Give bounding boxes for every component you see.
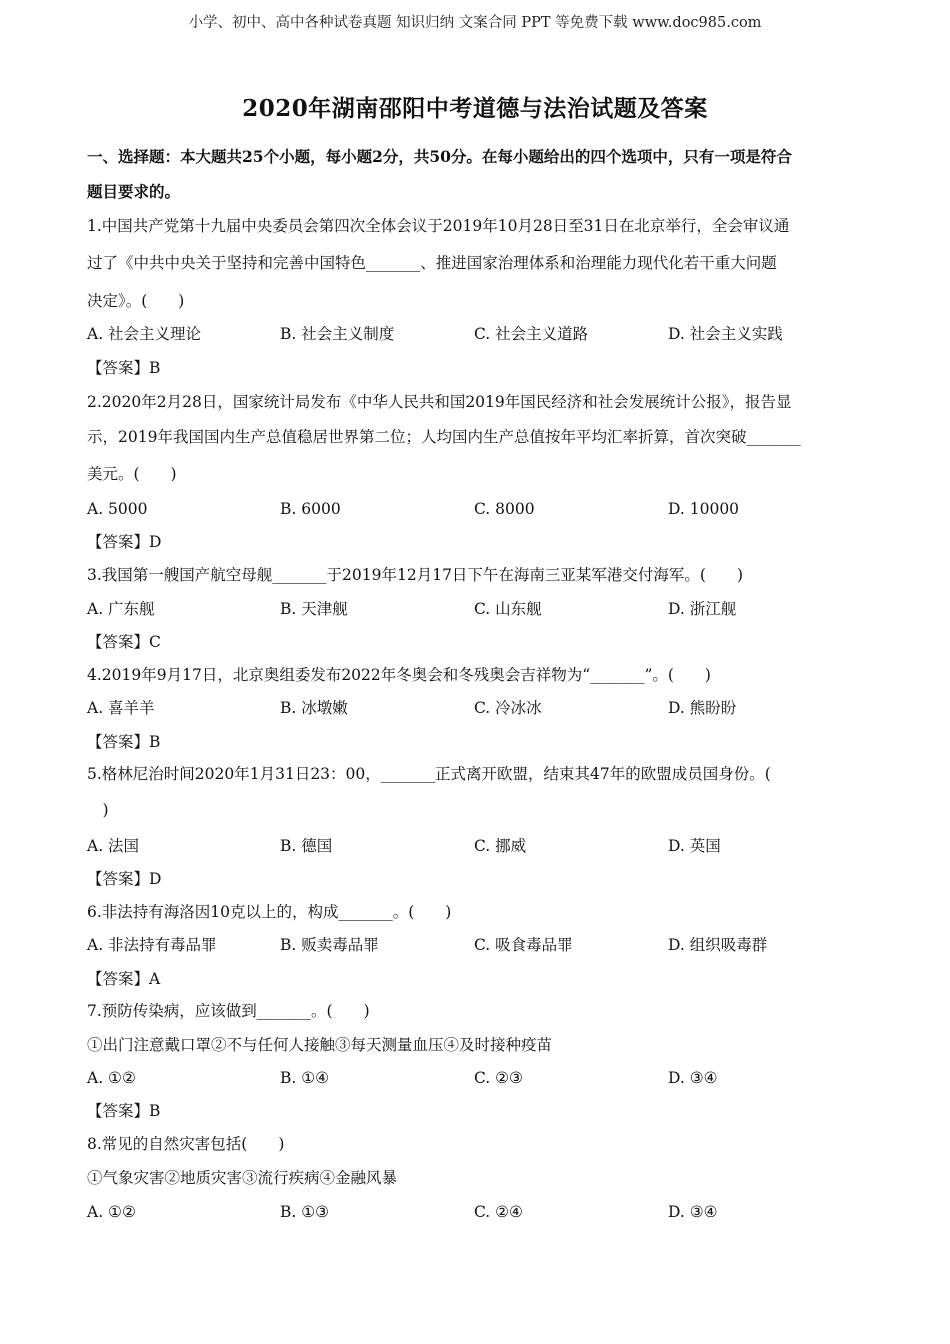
question-6-line-1: 6.非法持有海洛因10克以上的，构成_______。( ) xyxy=(87,903,452,921)
question-5-option-d: D. 英国 xyxy=(668,837,721,855)
question-1-line-2: 过了《中共中央关于坚持和完善中国特色_______、推进国家治理体系和治理能力现代化若干重大问题 xyxy=(87,254,777,272)
question-3-answer: 【答案】C xyxy=(87,633,161,651)
question-3-line-1: 3.我国第一艘国产航空母舰_______于2019年12月17日下午在海南三亚某军港交付海军。( ) xyxy=(87,566,744,584)
question-6-option-a: A. 非法持有毒品罪 xyxy=(87,936,217,954)
question-2-option-a: A. 5000 xyxy=(87,500,148,518)
question-6-option-d: D. 组织吸毒群 xyxy=(668,936,768,954)
question-1-line-3: 决定》。( ) xyxy=(87,292,185,310)
question-3-option-a: A. 广东舰 xyxy=(87,600,155,618)
question-6-option-b: B. 贩卖毒品罪 xyxy=(280,936,379,954)
question-5-line-1: 5.格林尼治时间2020年1月31日23：00，_______正式离开欧盟，结束其47年的欧盟成员国身份。( xyxy=(87,765,771,783)
question-7-option-d: D. ③④ xyxy=(668,1069,718,1087)
question-4-answer: 【答案】B xyxy=(87,733,161,751)
question-7-option-a: A. ①② xyxy=(87,1069,136,1087)
page-header: 小学、初中、高中各种试卷真题 知识归纳 文案合同 PPT 等免费下载 www.doc985.com xyxy=(188,15,762,31)
question-2-line-1: 2.2020年2月28日，国家统计局发布《中华人民共和国2019年国民经济和社会发展统计公报》，报告显 xyxy=(87,393,792,411)
question-3-option-c: C. 山东舰 xyxy=(474,600,542,618)
question-2-line-3: 美元。( ) xyxy=(87,465,177,483)
page-title: 2020年湖南邵阳中考道德与法治试题及答案 xyxy=(242,95,708,122)
question-2-line-2: 示，2019年我国国内生产总值稳居世界第二位；人均国内生产总值按年平均汇率折算，首次突破_______ xyxy=(87,428,801,446)
question-1-option-b: B. 社会主义制度 xyxy=(280,325,395,343)
question-5-option-c: C. 挪威 xyxy=(474,837,527,855)
question-5-option-b: B. 德国 xyxy=(280,837,333,855)
question-4-option-b: B. 冰墩嫩 xyxy=(280,699,348,717)
question-2-option-d: D. 10000 xyxy=(668,500,740,518)
question-7-answer: 【答案】B xyxy=(87,1102,161,1120)
question-3-option-b: B. 天津舰 xyxy=(280,600,348,618)
question-1-option-a: A. 社会主义理论 xyxy=(87,325,202,343)
question-4-option-c: C. 冷冰冰 xyxy=(474,699,542,717)
question-1-option-c: C. 社会主义道路 xyxy=(474,325,589,343)
question-8-option-d: D. ③④ xyxy=(668,1203,718,1221)
question-8-option-a: A. ①② xyxy=(87,1203,136,1221)
question-3-option-d: D. 浙江舰 xyxy=(668,600,737,618)
question-7-option-c: C. ②③ xyxy=(474,1069,523,1087)
question-2-option-b: B. 6000 xyxy=(280,500,341,518)
question-7-option-b: B. ①④ xyxy=(280,1069,330,1087)
question-4-line-1: 4.2019年9月17日，北京奥组委发布2022年冬奥会和冬残奥会吉祥物为“_______”。( ) xyxy=(87,666,711,684)
question-4-option-d: D. 熊盼盼 xyxy=(668,699,737,717)
question-1-option-d: D. 社会主义实践 xyxy=(668,325,783,343)
question-5-line-2: ) xyxy=(87,801,109,819)
question-6-answer: 【答案】A xyxy=(87,970,161,988)
question-5-answer: 【答案】D xyxy=(87,870,162,888)
question-2-option-c: C. 8000 xyxy=(474,500,535,518)
question-1-answer: 【答案】B xyxy=(87,359,161,377)
question-8-option-b: B. ①③ xyxy=(280,1203,330,1221)
section-heading-line-1: 一、选择题：本大题共25个小题，每小题2分，共50分。在每小题给出的四个选项中，只有一项是符合 xyxy=(87,147,792,166)
question-8-line-1: 8.常见的自然灾害包括( ) xyxy=(87,1135,285,1153)
section-heading-line-2: 题目要求的。 xyxy=(87,182,181,201)
question-5-option-a: A. 法国 xyxy=(87,837,140,855)
question-6-option-c: C. 吸食毒品罪 xyxy=(474,936,573,954)
question-7-line-1: 7.预防传染病，应该做到_______。( ) xyxy=(87,1002,370,1020)
question-8-line-2: ①气象灾害②地质灾害③流行疾病④金融风暴 xyxy=(87,1169,398,1187)
question-2-answer: 【答案】D xyxy=(87,533,162,551)
question-4-option-a: A. 喜羊羊 xyxy=(87,699,155,717)
question-8-option-c: C. ②④ xyxy=(474,1203,523,1221)
question-1-line-1: 1.中国共产党第十九届中央委员会第四次全体会议于2019年10月28日至31日在北京举行，全会审议通 xyxy=(87,217,790,235)
question-7-line-2: ①出门注意戴口罩②不与任何人接触③每天测量血压④及时接种疫苗 xyxy=(87,1036,553,1054)
